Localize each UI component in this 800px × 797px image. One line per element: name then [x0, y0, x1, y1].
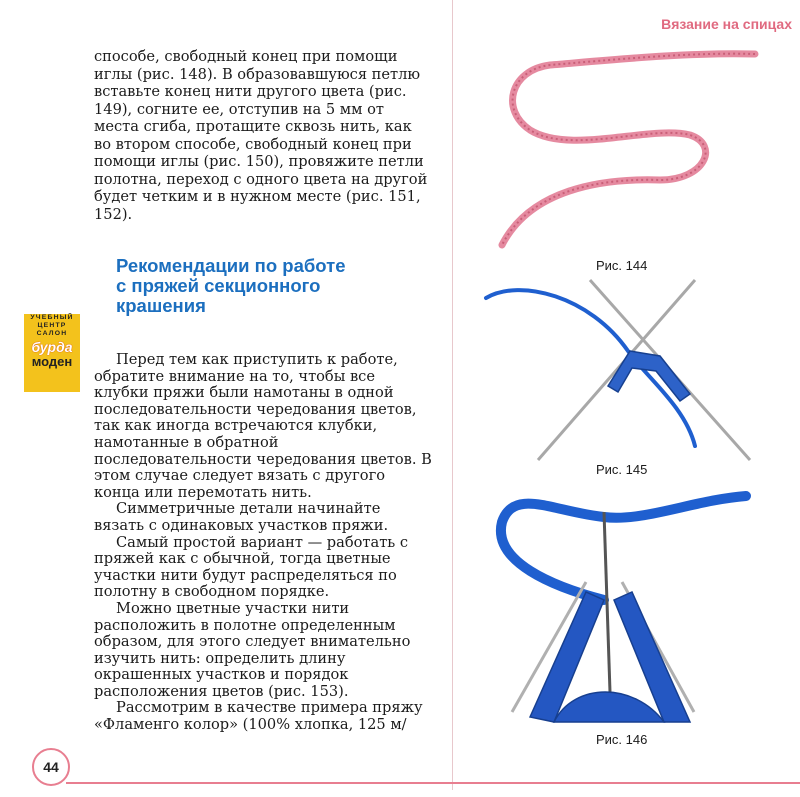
logo-line2: ЦЕНТР: [37, 322, 67, 329]
body-paragraph: Самый простой вариант — работать с пряжей как с обычной, тогда цветные участки нити будут распределяться по полотну в свободном порядке.: [94, 533, 409, 601]
body-paragraph: Можно цветные участки нити расположить в полотне определенным образом, для этого следует внимательно изучить нить: определить длину окрашенных участков и порядок расположения цветов (рис. 153).: [94, 599, 411, 700]
body-paragraph: Перед тем как приступить к работе, обратите внимание на то, чтобы все клубки пряжи были намотаны в одной последовательности чередования цветов, так как иногда встречаются клубки, намотанные в обратной последовательности чередования цветов. В этом случае следует вязать с другого конца или перемотать нить.: [94, 351, 432, 501]
caption-fig144: Рис. 144: [596, 258, 648, 273]
section-heading: Рекомендации по работе с пряжей секционного крашения: [116, 255, 346, 316]
body-paragraph: Рассмотрим в качестве примера пряжу «Фламенго колор» (100% хлопка, 125 м/: [94, 699, 423, 734]
logo-brand: бурда: [31, 339, 73, 355]
figure-145-knitting-needles: [480, 276, 760, 466]
caption-fig145: Рис. 145: [596, 462, 648, 477]
section-title: Вязание на спицах: [661, 16, 792, 32]
burda-moden-logo: [24, 314, 80, 392]
logo-line3: САЛОН: [36, 330, 68, 337]
page-gutter-line: [452, 0, 453, 790]
caption-fig146: Рис. 146: [596, 732, 648, 747]
logo-line1: УЧЕБНЫЙ: [30, 314, 74, 321]
figure-144-pink-yarn: [490, 40, 770, 260]
page-number: 44: [32, 748, 70, 786]
figure-146-threaded-needle: [494, 482, 754, 727]
bottom-rule: [66, 782, 800, 784]
logo-brand2: моден: [31, 354, 73, 369]
body-paragraph: Симметричные детали начинайте вязать с одинаковых участков пряжи.: [94, 500, 389, 534]
body-text: [94, 352, 432, 734]
paragraph-continuation: способе, свободный конец при помощи иглы (рис. 148). В образовавшуюся петлю вставьте конец нити другого цвета (рис. 149), согните ее, отступив на 5 мм от места сгиба, протащите сквозь нить, как во втором способе, свободный конец при помощи иглы (рис. 150), провяжите петли полотна, переход с одного цвета на другой будет четким и в нужном месте (рис. 151, 152).: [94, 48, 428, 223]
